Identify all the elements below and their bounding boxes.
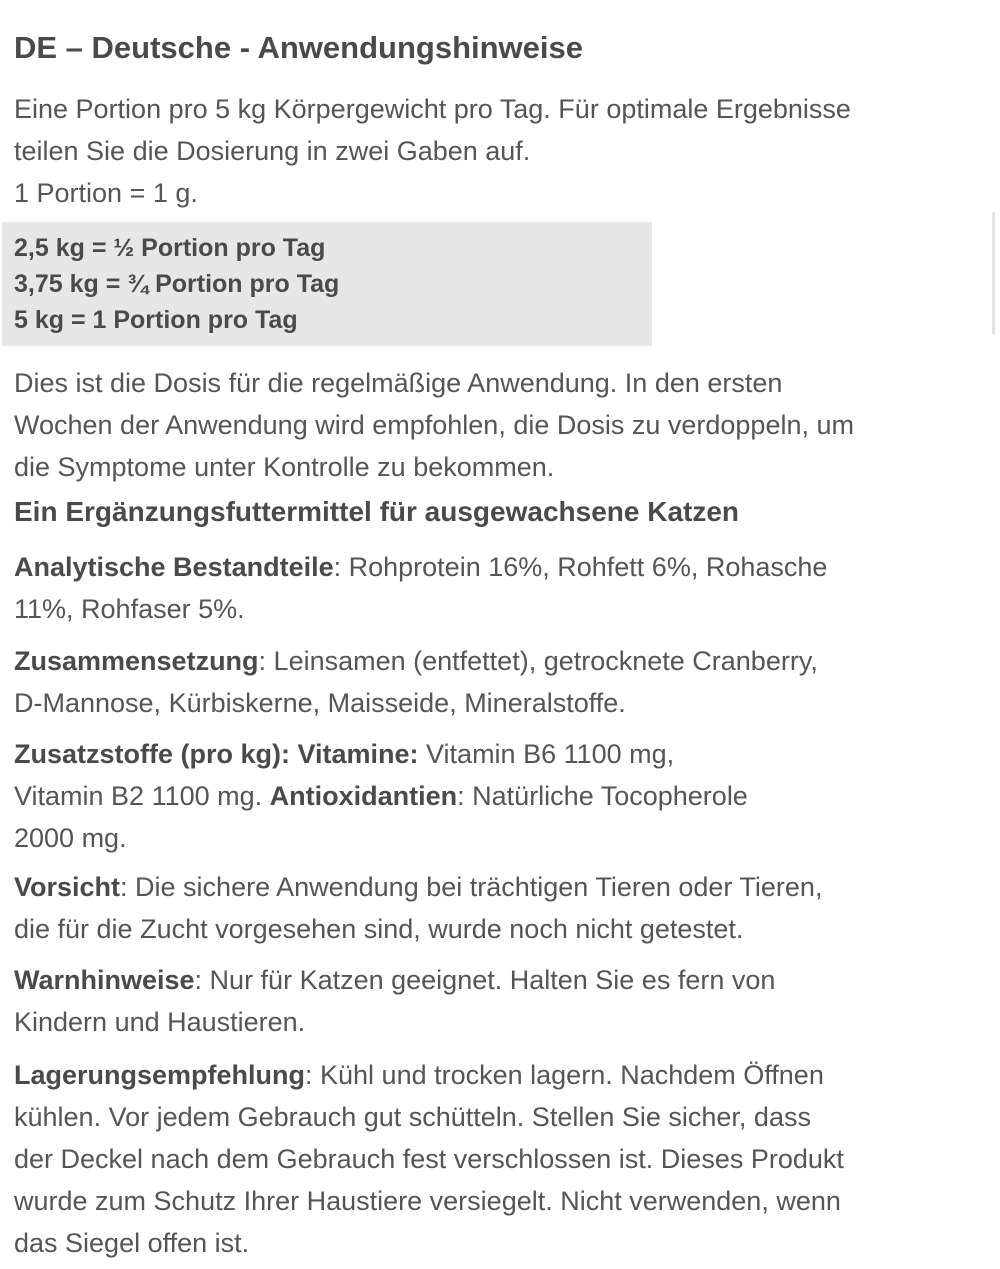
composition: [14, 640, 818, 724]
storage-text: der Deckel nach dem Gebrauch fest verschlossen ist. Dieses Produkt: [14, 1144, 844, 1174]
intro-line: Eine Portion pro 5 kg Körpergewicht pro Tag. Für optimale Ergebnisse: [14, 94, 851, 124]
analytical-text: : Rohprotein 16%, Rohfett 6%, Rohasche: [333, 552, 828, 582]
storage-text: : Kühl und trocken lagern. Nachdem Öffnen: [305, 1060, 824, 1090]
page-title: DE – Deutsche - Anwendungshinweise: [14, 30, 584, 65]
intro-paragraph: [14, 88, 851, 214]
storage-text: das Siegel offen ist.: [14, 1228, 250, 1258]
caution-text: : Die sichere Anwendung bei trächtigen Tieren oder Tieren,: [120, 872, 823, 902]
warnings-label: Warnhinweise: [14, 965, 195, 995]
product-subheading: Ein Ergänzungsfuttermittel für ausgewachsene Katzen: [14, 496, 740, 527]
dose-note-line: Wochen der Anwendung wird empfohlen, die Dosis zu verdoppeln, um: [14, 410, 854, 440]
dose-note-paragraph: [14, 362, 854, 488]
warnings: [14, 959, 775, 1043]
composition-text: : Leinsamen (entfettet), getrocknete Cranberry,: [258, 646, 818, 676]
dosage-row: 2,5 kg = ½ Portion pro Tag: [14, 234, 326, 262]
caution-label: Vorsicht: [14, 872, 121, 902]
caution: [14, 866, 822, 950]
storage-text: wurde zum Schutz Ihrer Haustiere versiegelt. Nicht verwenden, wenn: [14, 1186, 841, 1216]
additives-label: Zusatzstoffe (pro kg): Vitamine:: [14, 739, 419, 769]
additives-text: Vitamin B2 1100 mg.: [14, 781, 270, 811]
warnings-text: Kindern und Haustieren.: [14, 1007, 306, 1037]
intro-line: 1 Portion = 1 g.: [14, 178, 198, 208]
antioxidants-label: Antioxidantien: [269, 781, 458, 811]
storage-recommendation: [14, 1054, 844, 1264]
analytical-constituents: [14, 546, 827, 630]
additives-text: : Natürliche Tocopherole: [457, 781, 748, 811]
dosage-row: 3,75 kg = ¾ Portion pro Tag: [14, 270, 340, 298]
dosage-row: 5 kg = 1 Portion pro Tag: [14, 306, 298, 334]
composition-label: Zusammensetzung: [14, 646, 259, 676]
composition-text: D-Mannose, Kürbiskerne, Maisseide, Mineralstoffe.: [14, 688, 626, 718]
dose-note-line: die Symptome unter Kontrolle zu bekommen.: [14, 452, 555, 482]
storage-label: Lagerungsempfehlung: [14, 1060, 306, 1090]
warnings-text: : Nur für Katzen geeignet. Halten Sie es fern von: [194, 965, 776, 995]
intro-line: teilen Sie die Dosierung in zwei Gaben auf.: [14, 136, 531, 166]
additives-text: Vitamin B6 1100 mg,: [418, 739, 675, 769]
dose-note-line: Dies ist die Dosis für die regelmäßige Anwendung. In den ersten: [14, 368, 783, 398]
additives: [14, 733, 748, 859]
dosage-table: [14, 230, 339, 338]
edge-divider: [992, 212, 995, 334]
storage-text: kühlen. Vor jedem Gebrauch gut schütteln. Stellen Sie sicher, dass: [14, 1102, 811, 1132]
analytical-label: Analytische Bestandteile: [14, 552, 334, 582]
additives-text: 2000 mg.: [14, 823, 127, 853]
analytical-text: 11%, Rohfaser 5%.: [14, 594, 245, 624]
caution-text: die für die Zucht vorgesehen sind, wurde noch nicht getestet.: [14, 914, 744, 944]
